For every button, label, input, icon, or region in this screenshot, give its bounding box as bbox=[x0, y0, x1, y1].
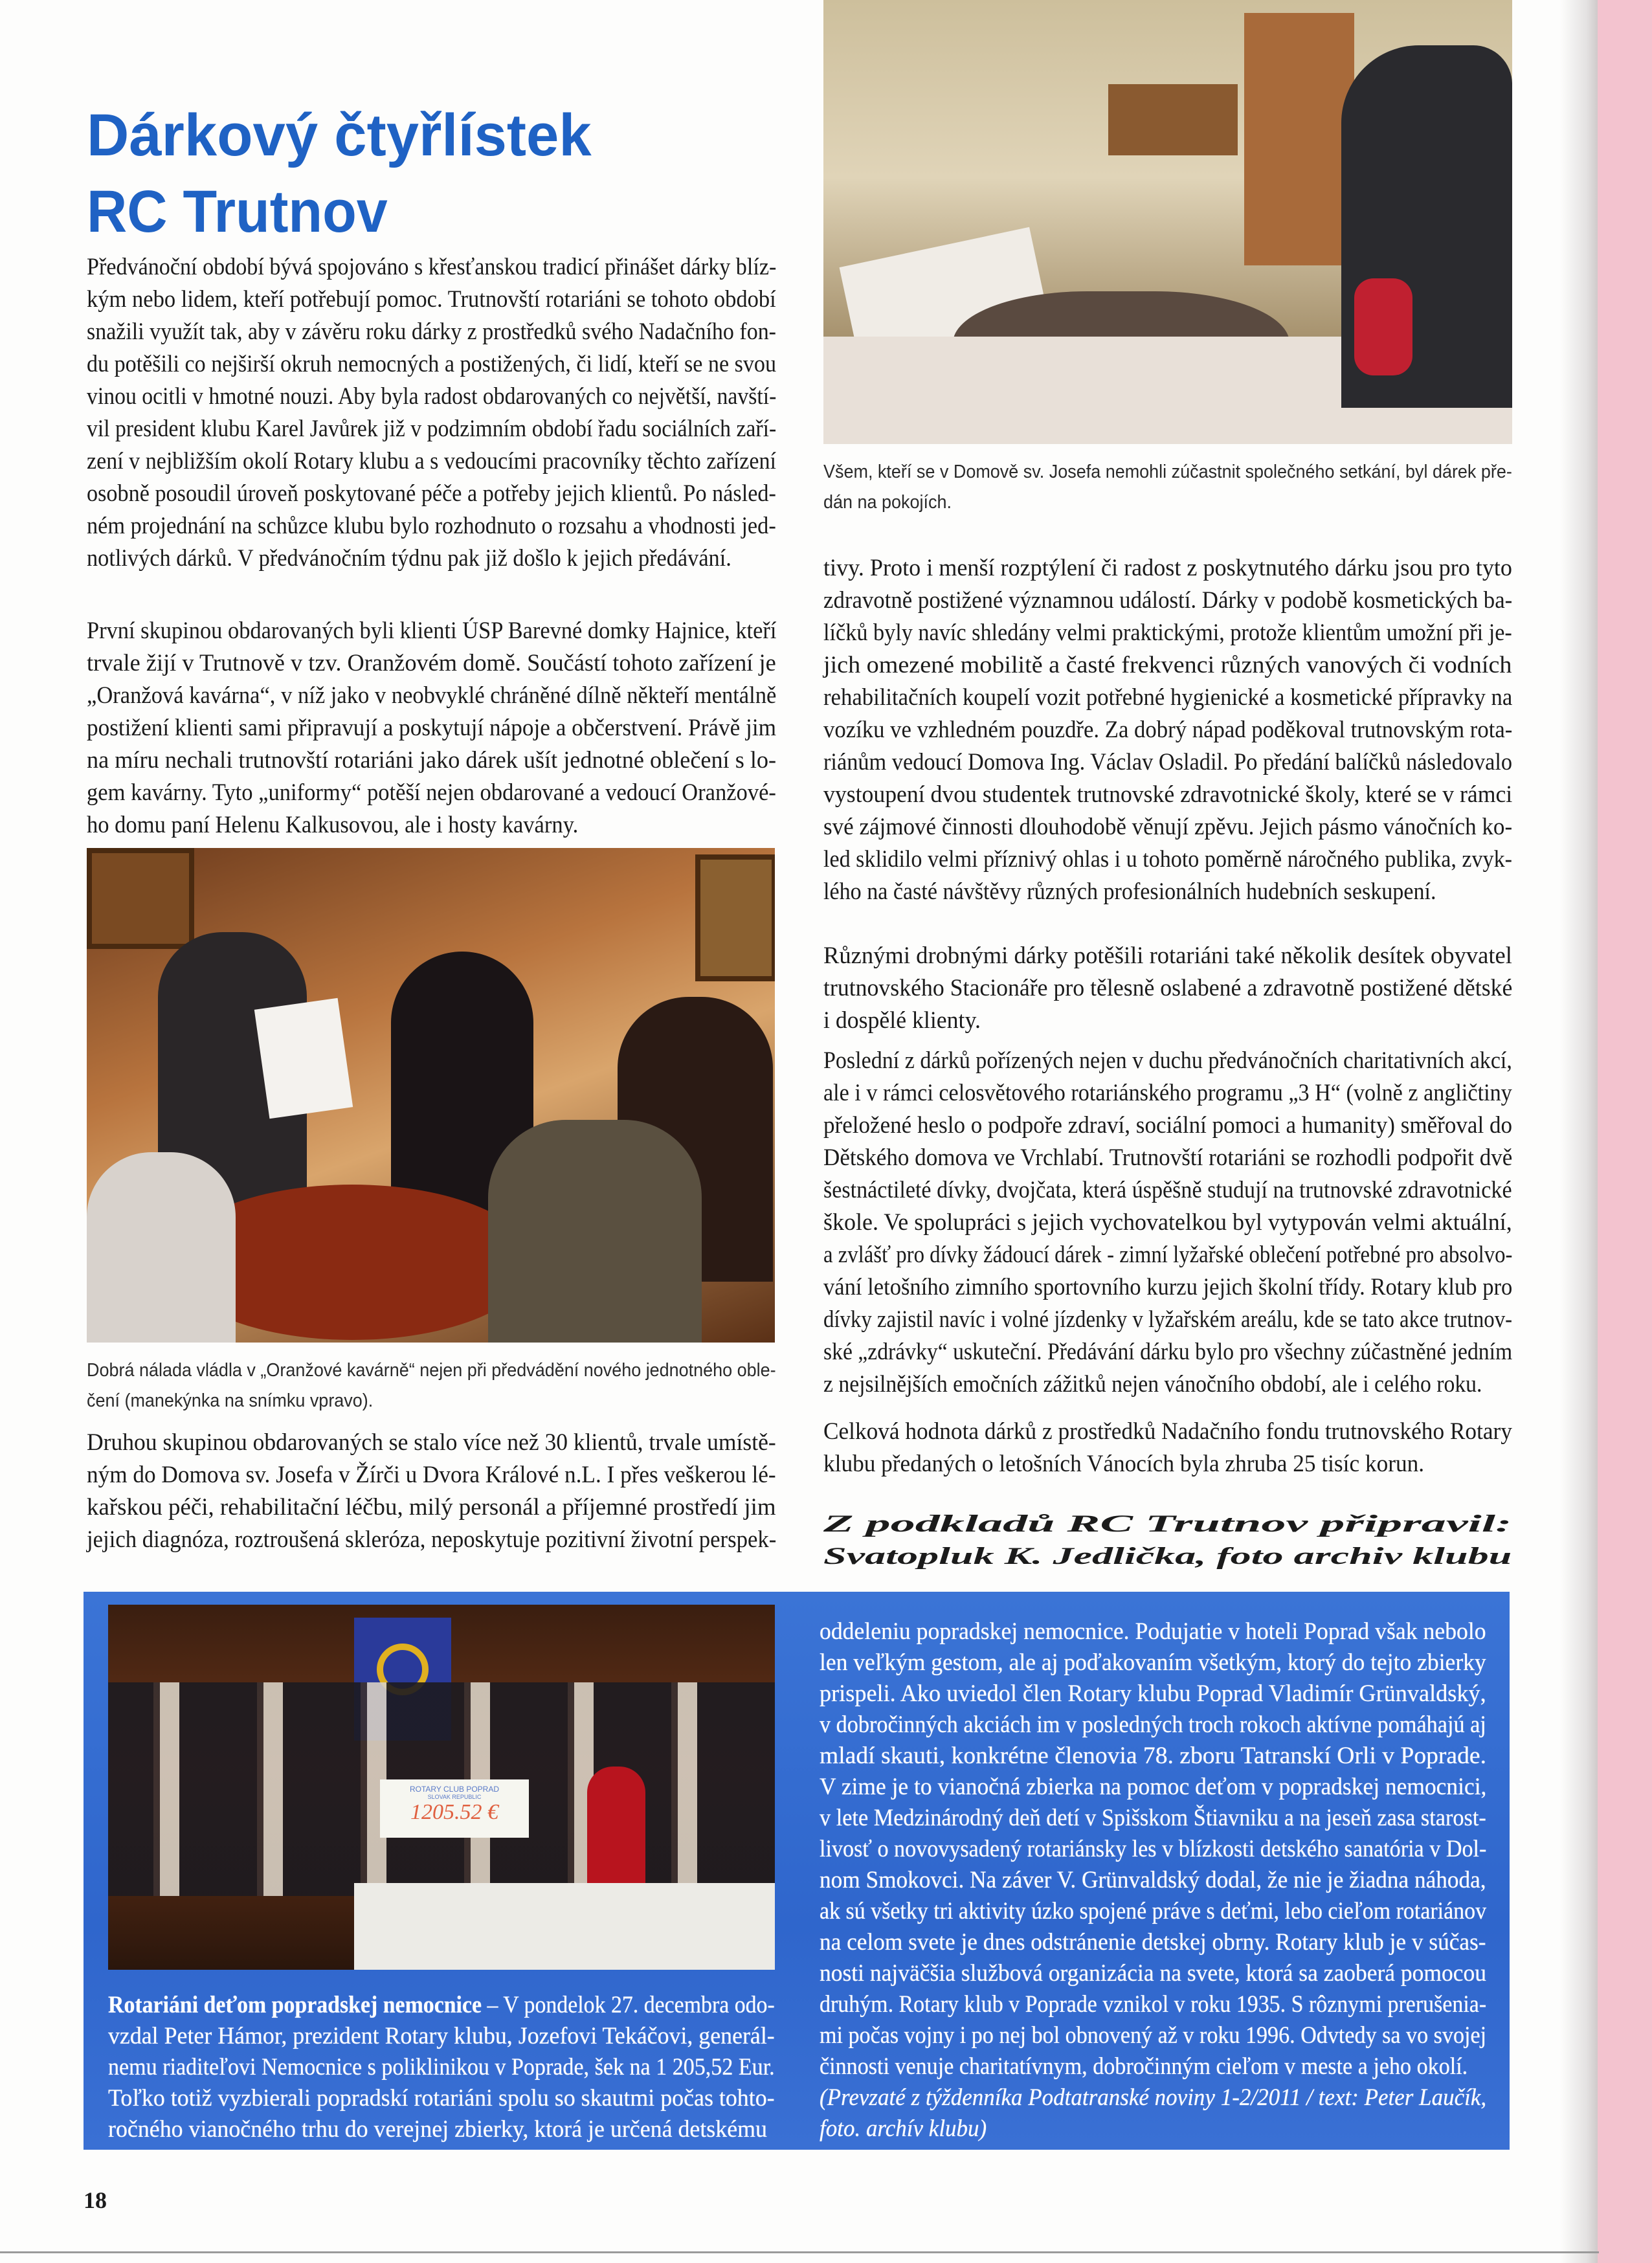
text-line: Předvánoční období bývá spojováno s křesťanskou tradicí přinášet dárky blíz- bbox=[87, 254, 777, 280]
text-line: i dospělé klienty. bbox=[823, 1007, 981, 1034]
text-line: mladí skauti, konkrétne členovia 78. zboru Tatranskí Orli v Poprade. bbox=[820, 1743, 1486, 1769]
text-line: dán na pokojích. bbox=[823, 492, 952, 513]
text-line: Dobrá nálada vládla v „Oranžové kavárně“ nejen při předvádění nového jednotného oble- bbox=[87, 1360, 776, 1381]
seated-person bbox=[87, 1152, 236, 1343]
text-line: Všem, kteří se v Domově sv. Josefa nemohli zúčastnit společného setkání, byl dárek pře- bbox=[823, 462, 1512, 482]
paragraph-first-group bbox=[87, 615, 828, 842]
text-line: vzdal Peter Hámor, prezident Rotary klubu, Jozefovi Tekáčovi, generál- bbox=[108, 2023, 775, 2049]
text-line: kařskou péči, rehabilitační léčbu, milý personál a příjemné prostředí jim bbox=[87, 1494, 776, 1521]
article-title bbox=[87, 97, 600, 250]
text-line: snažili využít tak, aby v závěru roku dárky z prostředků svého Nadačního fon- bbox=[87, 318, 776, 345]
text-line: činnosti venuje charitatívnym, dobročinným cieľom v meste a jeho okolí. bbox=[820, 2053, 1468, 2080]
text-line: zdravotně postižené významnou událostí. Dárky v podobě kosmetických ba- bbox=[823, 587, 1513, 614]
text-line: klubu předaných o letošních Vánocích byla zhruba 25 tisíc korun. bbox=[823, 1451, 1425, 1477]
title-line-2: RC Trutnov bbox=[87, 179, 388, 245]
text-line: vil president klubu Karel Javůrek již v podzimním období řadu sociálních zaří- bbox=[87, 416, 777, 442]
paragraph-childrens-home bbox=[823, 1045, 1601, 1401]
text-line: ročného vianočného trhu do verejnej zbierky, ktorá je určená detskému bbox=[108, 2116, 767, 2143]
text-line: livosť o novovysadený rotariánsky les v blízkosti detského sanatória v Dol- bbox=[820, 1836, 1487, 1862]
text-line: tivy. Proto i menší rozptýlení či radost z poskytnutého dárku jsou pro tyto bbox=[823, 555, 1512, 581]
wall-painting bbox=[695, 854, 775, 981]
text-line: jejich diagnóza, roztroušená skleróza, neposkytuje pozitivní životní perspek- bbox=[87, 1526, 777, 1553]
text-line: len veľkým gestom, ale aj poďakovaním všetkým, ktorý do tejto zbierky bbox=[820, 1649, 1486, 1676]
text-line: Poslední z dárků pořízených nejen v duchu předvánočních charitativních akcí, bbox=[823, 1047, 1512, 1074]
text-line: Různými drobnými dárky potěšili rotariáni také několik desítek obyvatel bbox=[823, 942, 1512, 969]
text-line: v dobročinných akciách im v posledných troch rokoch aktívne pomáhajú aj bbox=[820, 1711, 1486, 1738]
text-line: Dětského domova ve Vrchlabí. Trutnovští rotariáni se rozhodli podpořit dvě bbox=[823, 1144, 1513, 1171]
text-line: líčků byly navíc shledány velmi praktickými, protože klientům umožní při je- bbox=[823, 619, 1512, 646]
text-line: ho domu paní Helenu Kalkusovou, ale i hosty kavárny. bbox=[87, 812, 579, 838]
text-line: gem kavárny. Tyto „uniformy“ potěší nejen obdarované a vedoucí Oranžové- bbox=[87, 779, 776, 806]
photo-orange-cafe bbox=[87, 848, 775, 1343]
text-line: nemu riaditeľovi Nemocnice s poliklinikou v Poprade, šek na 1 205,52 Eur. bbox=[108, 2054, 775, 2080]
text-line: mi počas vojny i po nej bol obnovený až v roku 1996. Odvtedy sa vo svojej bbox=[820, 2022, 1487, 2049]
text-line: postižení klienti sami připravují a poskytují nápoje a občerstvení. Právě jim bbox=[87, 715, 776, 741]
text-line: jich omezené mobilitě a časté frekvenci různých vanových či vodních bbox=[823, 652, 1512, 678]
check-country: SLOVAK REPUBLIC bbox=[427, 1794, 482, 1800]
caption-cafe-photo bbox=[87, 1355, 828, 1416]
text-line: rehabilitačních koupelí vozit potřebné hygienické a kosmetické přípravky na bbox=[823, 684, 1513, 711]
scan-bottom-edge bbox=[0, 2251, 1599, 2253]
text-line: na míru nechali trutnovští rotariáni jako dárek ušít jednotné oblečení s lo- bbox=[87, 747, 777, 774]
text-line: vinou ocitli v hmotné nouzi. Aby byla radost obdarovaných co největší, navští- bbox=[87, 383, 777, 410]
text-line: Toľko totiž vyzbierali popradskí rotariáni spolu so skautmi počas tohto- bbox=[108, 2085, 775, 2112]
donation-check bbox=[380, 1779, 529, 1838]
text-line: vání letošního zimního sportovního kurzu jejich školní třídy. Rotary klub pro bbox=[823, 1274, 1513, 1300]
paragraph-intro bbox=[87, 251, 843, 575]
check-club: ROTARY CLUB POPRAD bbox=[409, 1785, 500, 1794]
page-number: 18 bbox=[84, 2187, 107, 2213]
text-line: lého na časté návštěvy různých profesionálních hudebních seskupení. bbox=[823, 878, 1436, 905]
box-lead-line bbox=[108, 1990, 775, 2021]
wooden-cabinet bbox=[1244, 13, 1354, 265]
woman-in-red bbox=[587, 1767, 645, 1896]
text-line: nosti najväčšia službová organizácia na svete, ktorá sa zaoberá pomocou bbox=[820, 1960, 1486, 1987]
text-line: ské „zdrávky“ uskuteční. Předávání dárku bylo pro všechny zúčastněné jedním bbox=[823, 1339, 1513, 1365]
paragraph-second-group bbox=[87, 1427, 821, 1556]
text-line: foto. archív klubu) bbox=[820, 2115, 987, 2142]
facing-page-edge bbox=[1598, 0, 1652, 2263]
text-line: v lete Medzinárodný deň detí v Spišskom Štiavniku a na jeseň zasa starost- bbox=[820, 1805, 1486, 1831]
text-line: dívky zajistil navíc i volné jízdenky v lyžařském areálu, kde se tato akce trutnov- bbox=[823, 1306, 1513, 1333]
text-line: na celom svete je dnes odstránenie detskej obrny. Rotary klub je v súčas- bbox=[820, 1929, 1486, 1956]
text-line: „Oranžová kavárna“, v níž jako v neobvyklé chráněné dílně někteří mentálně bbox=[87, 682, 777, 709]
text-line: ném projednání na schůzce klubu bylo rozhodnuto o rozsahu a vhodnosti jed- bbox=[87, 513, 776, 539]
title-line-1: Dárkový čtyřlístek bbox=[87, 102, 592, 168]
tablecloth bbox=[354, 1883, 775, 1970]
box-lead-bold: Rotariáni deťom popradskej nemocnice bbox=[108, 1992, 482, 2018]
text-line: prispeli. Ako uviedol člen Rotary klubu Poprad Vladimír Grünvaldský, bbox=[820, 1680, 1486, 1707]
text-line: notlivých dárků. V předvánočním týdnu pak již došlo k jejich předávání. bbox=[87, 545, 731, 572]
text-line: trutnovského Stacionáře pro tělesně oslabené a zdravotně postižené dětské bbox=[823, 975, 1513, 1001]
text-line: riánům vedoucí Domova Ing. Václav Osladil. Po předání balíčků následovalo bbox=[823, 749, 1513, 775]
paragraph-total-value bbox=[823, 1416, 1546, 1480]
text-line: Druhou skupinou obdarovaných se stalo více než 30 klientů, trvale umístě- bbox=[87, 1429, 776, 1456]
text-line: šestnáctileté dívky, dvojčata, která úspěšně studují na trutnovské zdravotnické bbox=[823, 1177, 1512, 1203]
text-line: z nejsilnějších emočních zážitků nejen vánočního období, ale i celého roku. bbox=[823, 1371, 1482, 1398]
photo-hospital-room bbox=[823, 0, 1512, 444]
box-text-left bbox=[108, 1990, 837, 2145]
seated-person bbox=[488, 1120, 702, 1343]
wall-painting bbox=[87, 848, 194, 949]
text-line: led sklidilo velmi příznivý ohlas i u tohoto poměrně náročného publika, zvyk- bbox=[823, 846, 1512, 873]
box-source bbox=[820, 2082, 1524, 2145]
text-line: druhým. Rotary klub v Poprade vznikol v roku 1935. S rôznymi prerušenia- bbox=[820, 1991, 1487, 2018]
text-line: Z podkladů RC Trutnov připravil: bbox=[823, 1511, 1512, 1537]
text-line: oddeleniu popradskej nemocnice. Podujatie v hoteli Poprad však nebolo bbox=[820, 1618, 1486, 1645]
text-line: své zájmové činnosti dlouhodobě věnují zpěvu. Jejich pásmo vánočních ko- bbox=[823, 814, 1513, 840]
text-line: nom Smokovci. Na záver V. Grünvaldský dodal, že nie je žiadna náhoda, bbox=[820, 1867, 1486, 1893]
text-line: Celková hodnota dárků z prostředků Nadačního fondu trutnovského Rotary bbox=[823, 1418, 1512, 1445]
text-line: a zvlášť pro dívky žádoucí dárek - zimní lyžařské oblečení potřebné pro absolvo- bbox=[823, 1242, 1513, 1268]
text-line: vystoupení dvou studentek trutnovské zdravotnické školy, které se v rámci bbox=[823, 781, 1513, 808]
text-line: zení v nejbližším okolí Rotary klubu a s vedoucími pracovníky těchto zařízení bbox=[87, 448, 776, 474]
text-line: Svatopluk K. Jedlička, foto archiv klubu bbox=[823, 1543, 1512, 1570]
text-line: osobně posoudil úroveň poskytované péče a potřeby jejich klientů. Po násled- bbox=[87, 480, 776, 507]
text-line: trvale žijí v Trutnově v tzv. Oranžovém domě. Součástí tohoto zařízení je bbox=[87, 650, 776, 676]
text-line: čení (manekýnka na snímku vpravo). bbox=[87, 1390, 374, 1411]
paragraph-stacionar bbox=[823, 940, 1536, 1037]
text-line: ale i v rámci celosvětového rotariánského programu „3 H“ (volně z angličtiny bbox=[823, 1080, 1512, 1106]
gift-bag bbox=[1354, 278, 1412, 375]
photo-check-handover bbox=[108, 1605, 775, 1970]
text-line: kým nebo lidem, kteří potřebují pomoc. Trutnovští rotariáni se tohoto období bbox=[87, 286, 776, 313]
text-line: ným do Domova sv. Josefa v Žírči u Dvora Králové n.L. I přes veškerou lé- bbox=[87, 1462, 776, 1488]
text-line: (Prevzaté z týždenníka Podtatranské noviny 1-2/2011 / text: Peter Laučík, bbox=[820, 2084, 1487, 2111]
wall-shelf bbox=[1108, 84, 1238, 155]
text-line: ak sú všetky tri aktivity úzko spojené práve s deťmi, lebo cieľom rotariánov bbox=[820, 1898, 1487, 1924]
text-line: škole. Ve spolupráci s jejich vychovatelkou byl vytypován velmi aktuální, bbox=[823, 1209, 1512, 1236]
check-amount: 1205.52 € bbox=[410, 1800, 498, 1824]
certificate bbox=[254, 998, 353, 1119]
text-line: První skupinou obdarovaných byli klienti ÚSP Barevné domky Hajnice, kteří bbox=[87, 618, 777, 644]
text-line: přeložené heslo o podpoře zdraví, sociální pomoci a humanity) směřoval do bbox=[823, 1112, 1513, 1139]
text-line: vozíku ve vzhledném pouzdře. Za dobrý nápad poděkoval trutnovským rota- bbox=[823, 717, 1513, 743]
article-credit bbox=[823, 1508, 1512, 1573]
box-lead-rest: – V pondelok 27. decembra odo- bbox=[482, 1992, 775, 2018]
box-left-lines bbox=[108, 2021, 837, 2145]
text-line: du potěšili co nejširší okruh nemocných a postižených, či lidí, kteří se ne svou bbox=[87, 351, 776, 377]
paragraph-continued bbox=[823, 552, 1571, 908]
box-text-right bbox=[820, 1616, 1546, 2082]
text-line: V zime je to vianočná zbierka na pomoc deťom v popradskej nemocnici, bbox=[820, 1774, 1487, 1800]
caption-hospital-photo bbox=[823, 457, 1564, 518]
